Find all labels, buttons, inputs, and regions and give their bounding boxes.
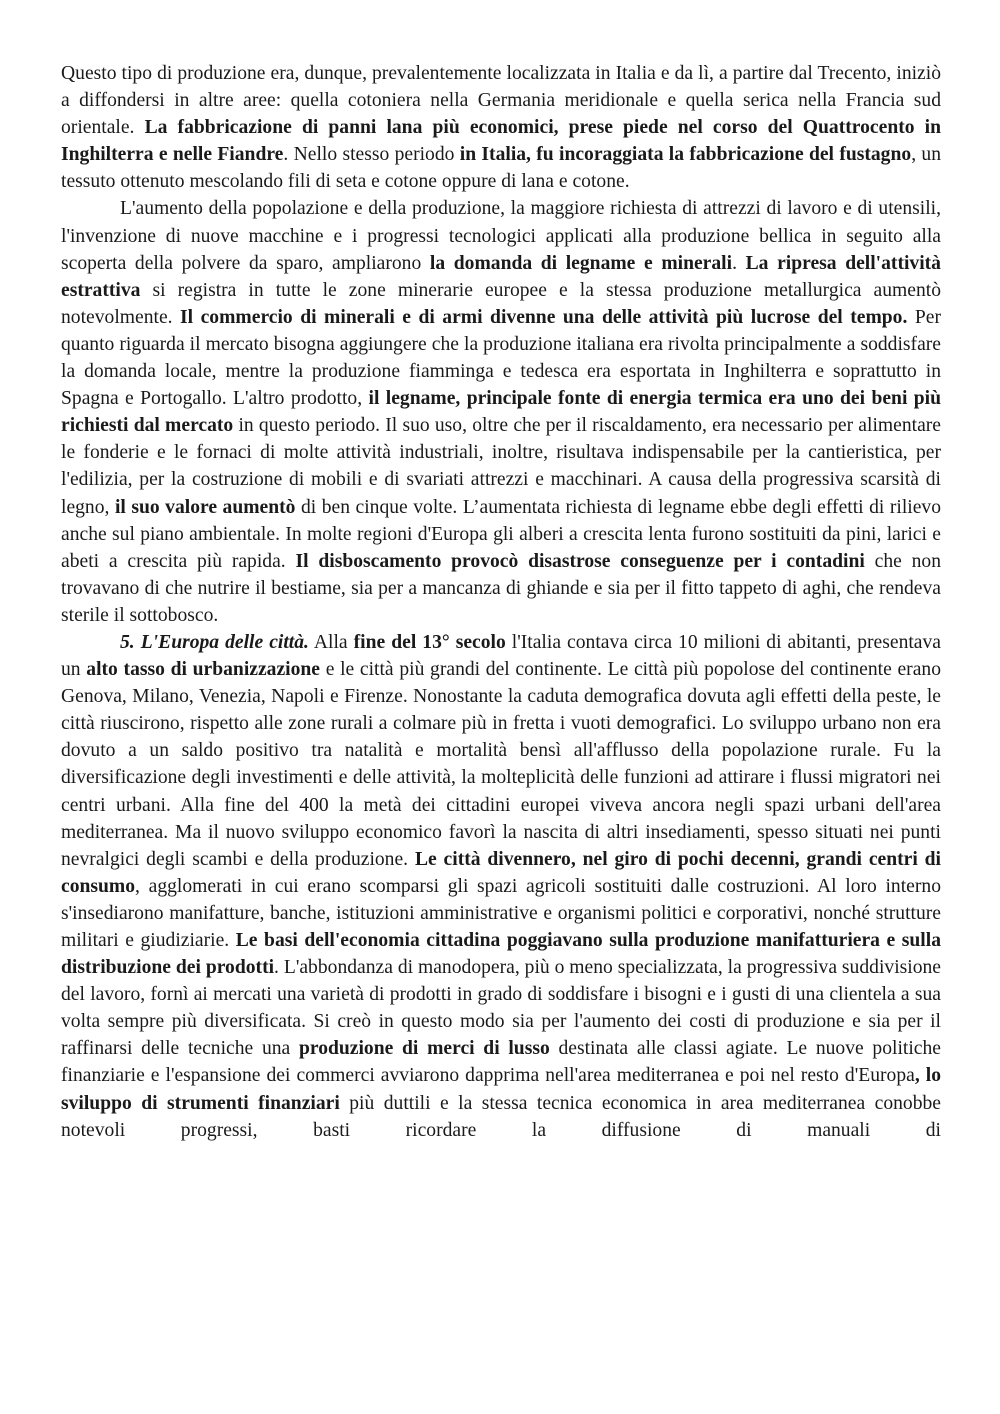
emphasis-bold: La fabbricazione di panni lana più economici, prese piede nel corso del Quattrocento in Inghilterra e nelle Fiandre [61, 117, 941, 166]
emphasis-bold-italic [120, 632, 309, 653]
text-run: che non trovavano di che nutrire il bestiame, sia per a mancanza di ghiande e sia per il fitto tappeto di aghi, che rendeva sterile il sottobosco. [61, 550, 942, 626]
text-run: si registra in tutte le zone minerarie europee e la stessa produzione metallurgica aumentò notevolmente. [61, 279, 941, 328]
text-run: . L'abbondanza di manodopera, più o meno specializzata, la progressiva suddivisione del lavoro, fornì ai mercati una varietà di prodotti in grado di soddisfare i bisogni e i gusti di una clientela a sua volta sempre più diversificata. Si creò in questo modo sia per l'aumento dei costi di produzione e sia per il raffinarsi delle tecniche una [61, 957, 941, 1060]
emphasis-bold: Il commercio di minerali e di armi divenne una delle attività più lucrose del tempo. [180, 306, 908, 328]
text-run: Per quanto riguarda il mercato bisogna aggiungere che la produzione italiana era rivolta principalmente a soddisfare la domanda locale, mentre la produzione fiamminga e tedesca era esportata in Inghilterra e soprattutto in Spagna e Portogallo. L'altro prodotto, [61, 306, 941, 410]
emphasis-bold: Il disboscamento provocò disastrose conseguenze per i contadini [295, 550, 865, 572]
emphasis-bold: la domanda di legname e minerali [429, 252, 733, 274]
emphasis-bold: , lo sviluppo di strumenti finanziari [61, 1065, 941, 1114]
emphasis-bold: in Italia, fu incoraggiata la fabbricazione del fustagno [459, 144, 912, 166]
emphasis-bold: fine del 13° secolo [353, 631, 506, 653]
emphasis-bold: Le basi dell'economia cittadina poggiavano sulla produzione manifatturiera e sulla distribuzione dei prodotti [61, 930, 941, 979]
paragraph-3 [61, 629, 941, 1144]
emphasis-bold: il legname, principale fonte di energia termica era uno dei beni più richiesti dal mercato [61, 388, 942, 437]
emphasis-bold: Le città divennero, nel giro di pochi decenni, grandi centri di consumo [61, 848, 941, 897]
section-heading: 5. L'Europa delle città. [120, 631, 309, 653]
text-run: Questo tipo di produzione era, dunque, prevalentemente localizzata in Italia e da lì, a partire dal Trecento, iniziò a diffondersi in altre aree: quella cotoniera nella Germania meridionale e quella serica nella Francia sud orientale. [61, 63, 941, 139]
text-run: di ben cinque volte. L’aumentata richiesta di legname ebbe degli effetti di rilievo anche sul piano ambientale. In molte regioni d'Europa gli alberi a crescita lenta furono sostituiti da pini, larici e abeti a crescita più rapida. [61, 496, 941, 572]
text-run: destinata alle classi agiate. Le nuove politiche finanziarie e l'espansione dei commerci avviarono dapprima nell'area mediterranea e poi nel resto d'Europa [61, 1038, 941, 1087]
paragraph-1 [61, 60, 941, 195]
emphasis-bold: il suo valore aumentò [114, 496, 296, 518]
text-run: L'aumento della popolazione e della produzione, la maggiore richiesta di attrezzi di lavoro e di utensili, l'invenzione di nuove macchine e i progressi tecnologici applicati alla produzione bellica in seguito alla scoperta della polvere da sparo, ampliarono [61, 198, 941, 274]
text-run: , un tessuto ottenuto mescolando fili di seta e cotone oppure di lana e cotone. [61, 144, 941, 193]
text-run: , agglomerati in cui erano scomparsi gli spazi agricoli sostituiti dalle costruzioni. Al loro interno s'insediarono manifatture, banche, istituzioni amministrative e organismi politici e corporativi, nonché strutture militari e giudiziarie. [61, 875, 941, 951]
document-page [61, 60, 941, 1144]
emphasis-bold: alto tasso di urbanizzazione [86, 659, 320, 681]
emphasis-bold: La ripresa dell'attività estrattiva [61, 252, 941, 301]
text-run: in questo periodo. Il suo uso, oltre che per il riscaldamento, era necessario per alimentare le fonderie e le fornaci di molte attività industriali, inoltre, risultava indispensabile per la cantieristica, per l'edilizia, per la costruzione di mobili e di svariati attrezzi e macchinari. A causa della progressiva scarsità di legno, [61, 415, 941, 518]
text-run: . [732, 252, 746, 274]
text-run: più duttili e la stessa tecnica economica in area mediterranea conobbe notevoli progressi, basti ricordare la diffusione di manuali di [61, 1092, 941, 1141]
text-run: l'Italia contava circa 10 milioni di abitanti, presentava un [61, 631, 941, 681]
text-run: . Nello stesso periodo [283, 144, 460, 166]
emphasis-bold: produzione di merci di lusso [298, 1038, 550, 1060]
text-run: e le città più grandi del continente. Le città più popolose del continente erano Genova, Milano, Venezia, Napoli e Firenze. Nonostante la caduta demografica dovuta agli effetti della peste, le città riuscirono, rispetto alle zone rurali a colmare più in fretta i vuoti demografici. Lo sviluppo urbano non era dovuto a un saldo positivo tra natalità e mortalità bensì all'afflusso della popolazione rurale. Fu la diversificazione degli investimenti e delle attività, la molteplicità delle funzioni ad attirare i flussi migratori nei centri urbani. Alla fine del 400 la metà dei cittadini europei viveva ancora negli spazi urbani dell'area mediterranea. Ma il nuovo sviluppo economico favorì la nascita di altri insediamenti, spesso situati nei punti nevralgici degli scambi e della produzione. [61, 659, 941, 870]
text-run: Alla [308, 631, 354, 653]
paragraph-2 [61, 195, 941, 629]
